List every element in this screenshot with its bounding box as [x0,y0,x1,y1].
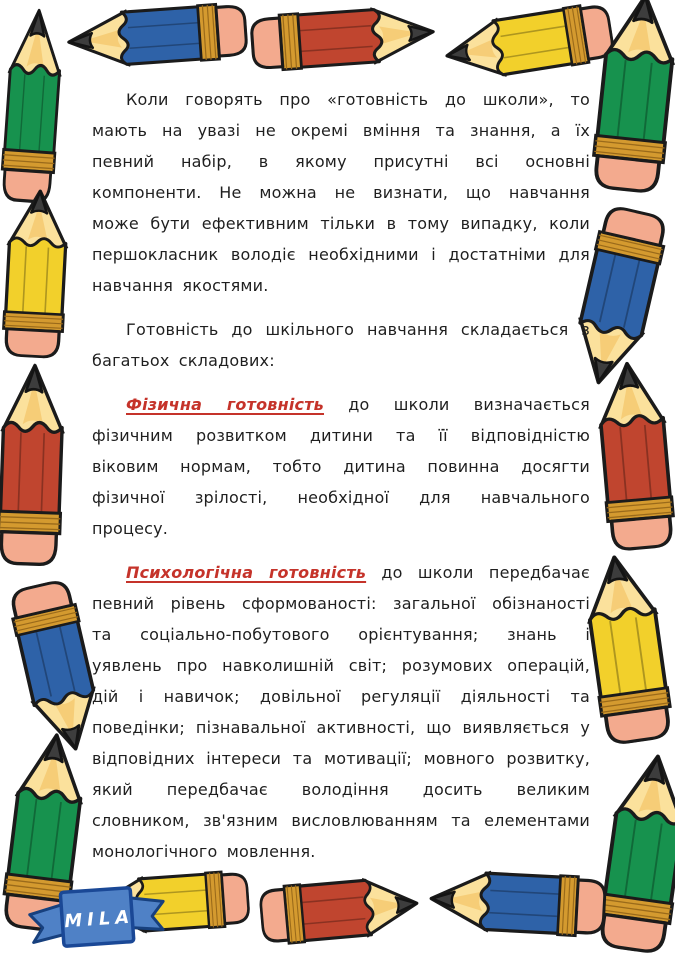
paragraph-physical [92,389,590,544]
mila-badge-label: MILA [63,906,135,933]
pencil-icon-red-top [248,0,438,78]
paragraph-components-text: Готовність до шкільного навчання складається з багатьох складових: [92,320,590,370]
article [92,84,590,880]
paragraph-physical-text: до школи визначається фізичним розвитком дитини та її відповідністю віковим нормам, тобто дитина повинна досягти фізичної зрілості, необхідної для навчального процесу. [92,395,590,538]
paragraph-psychological-text: до школи передбачає певний рівень сформованості: загальної обізнаності та соціально-побутового орієнтування; знань і уявлень про навколишній світ; розумових операцій, дій і навичок; довільної регуляції діяльності та поведінки; пізнавальної активності, що виявляється у відповідних інтереси та мотивації; мовного розвитку, який передбачає володіння досить великим словником, зв'язним висловлюванням та елементами монологічного мовлення. [92,563,590,861]
pencil-icon-red-right [587,357,675,553]
pencil-icon-yellow-left [0,186,76,360]
heading-psychological-readiness: Психологічна готовність [126,563,367,582]
heading-physical-readiness: Фізична готовність [126,395,325,414]
pencil-icon-red-bottom [257,868,422,952]
pencil-icon-red-left [0,361,73,567]
pencil-icon-blue-top [63,0,249,76]
paragraph-intro [92,84,590,301]
pencil-icon-green-top-left [0,5,71,205]
paragraph-components [92,314,590,376]
mila-badge [24,877,170,955]
pencil-icon-yellow-top [439,0,618,91]
paragraph-intro-text: Коли говорять про «готовність до школи», то мають на увазі не окремі вміння та знання, а їх певний набір, в якому присутні всі основні компоненти. Не можна не визнати, що навчання може бути ефективним тільки в тому випадку, коли першокласник володіє необхідними і достатніми для навчання якостями. [92,90,590,295]
paragraph-psychological [92,557,590,867]
